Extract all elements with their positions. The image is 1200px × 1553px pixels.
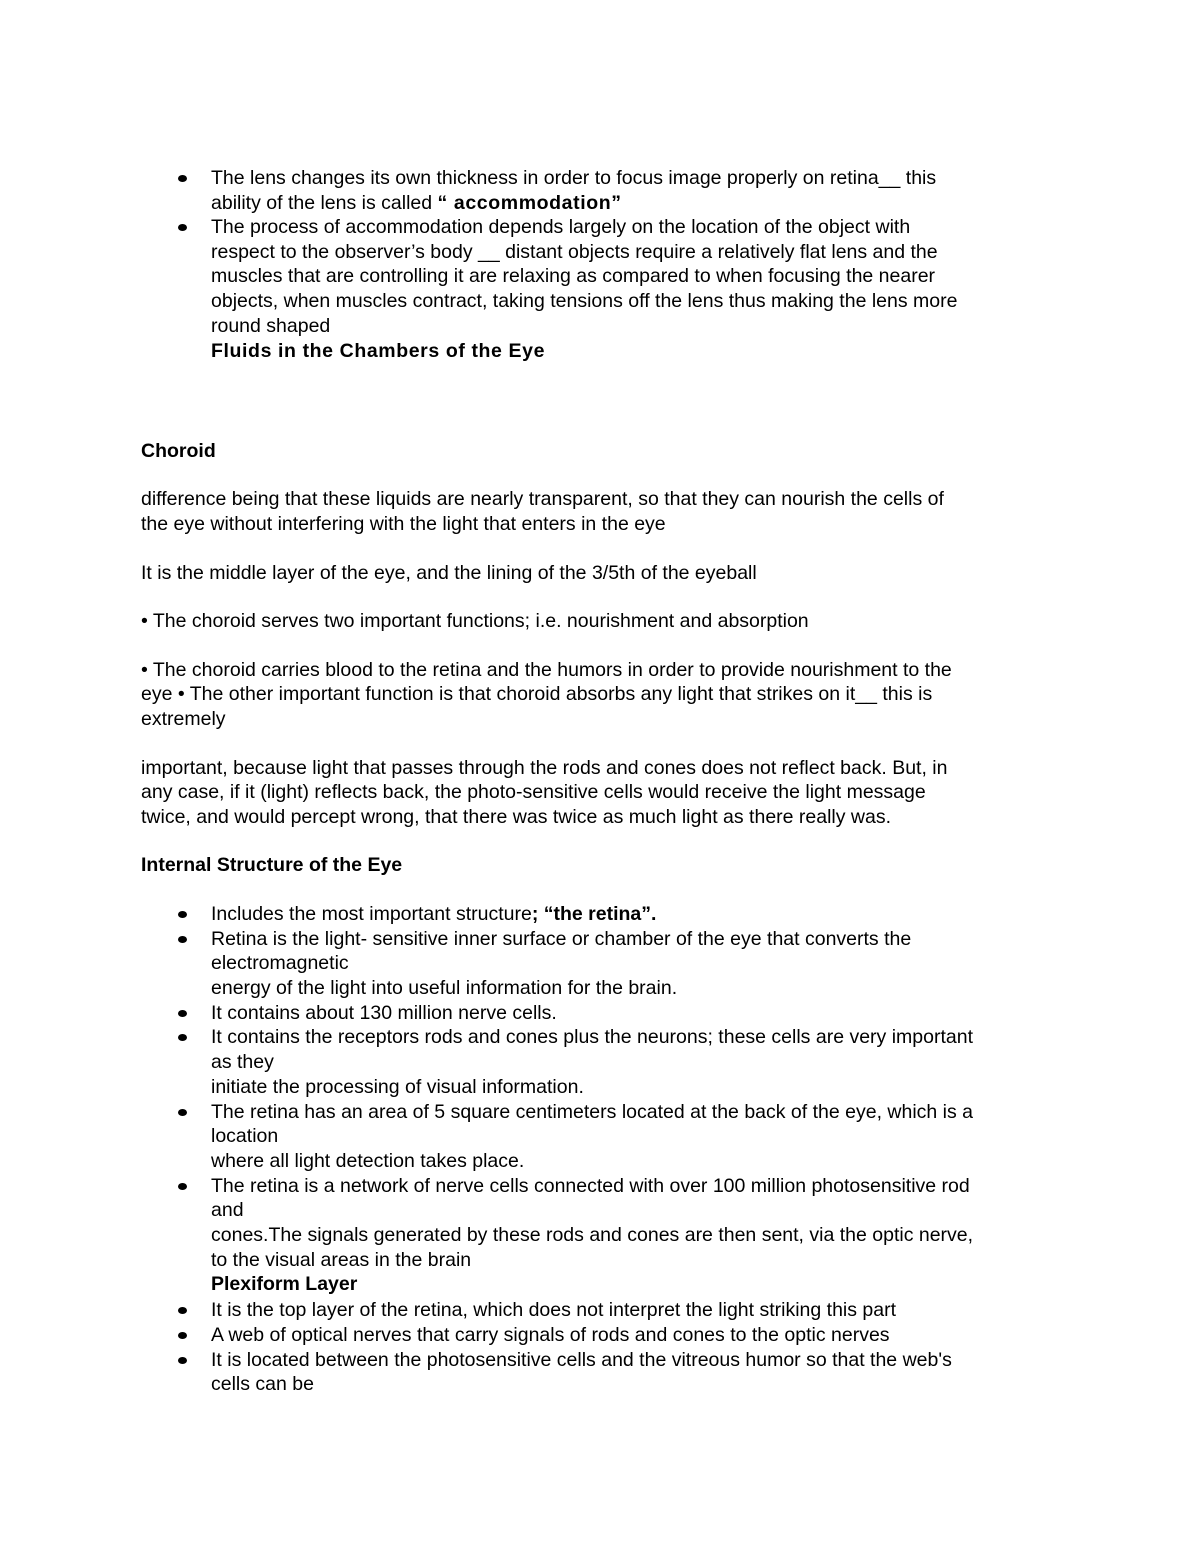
- text-line: A web of optical nerves that carry signals of rods and cones to the optic nerves: [211, 1324, 890, 1346]
- accommodation-term: “ accommodation”: [437, 192, 622, 214]
- bullet-icon: [178, 175, 187, 182]
- text-span: Includes the most important structure: [211, 903, 532, 925]
- subheading-plexiform-layer: Plexiform Layer: [211, 1273, 358, 1295]
- text-line: cells can be: [211, 1373, 314, 1395]
- text-line: to the visual areas in the brain: [211, 1249, 472, 1271]
- retina-term: ; “the retina”.: [531, 903, 657, 925]
- text-line: where all light detection takes place.: [211, 1150, 525, 1172]
- bullet-icon: [178, 936, 187, 943]
- text-line: round shaped: [211, 315, 331, 337]
- text-line: extremely: [141, 708, 226, 730]
- bullet-icon: [178, 1010, 187, 1017]
- text-line: initiate the processing of visual information.: [211, 1076, 584, 1098]
- text-line: Retina is the light- sensitive inner surface or chamber of the eye that converts the: [211, 928, 912, 950]
- text-line: It is the middle layer of the eye, and the lining of the 3/5th of the eyeball: [141, 562, 757, 584]
- heading-internal-structure: Internal Structure of the Eye: [141, 854, 403, 876]
- subheading-fluids: Fluids in the Chambers of the Eye: [211, 340, 546, 362]
- bullet-icon: [178, 224, 187, 231]
- text-line: respect to the observer’s body __ distant objects require a relatively flat lens and the: [211, 241, 938, 263]
- text-line: and: [211, 1199, 244, 1221]
- text-line: • The choroid serves two important functions; i.e. nourishment and absorption: [141, 610, 809, 632]
- text-line: It contains the receptors rods and cones plus the neurons; these cells are very important: [211, 1026, 973, 1048]
- text-line: It is the top layer of the retina, which does not interpret the light striking this part: [211, 1299, 897, 1321]
- text-line: The lens changes its own thickness in order to focus image properly on retina__ this: [211, 167, 937, 189]
- bullet-icon: [178, 1109, 187, 1116]
- text-line: energy of the light into useful information for the brain.: [211, 977, 678, 999]
- text-line: difference being that these liquids are nearly transparent, so that they can nourish the cells of: [141, 488, 944, 510]
- heading-choroid: Choroid: [141, 440, 216, 462]
- bullet-icon: [178, 1307, 187, 1314]
- bullet-icon: [178, 1332, 187, 1339]
- text-line: objects, when muscles contract, taking tensions off the lens thus making the lens more: [211, 290, 958, 312]
- text-line: The process of accommodation depends largely on the location of the object with: [211, 216, 911, 238]
- text-line: twice, and would percept wrong, that there was twice as much light as there really was.: [141, 806, 892, 828]
- bullet-icon: [178, 1034, 187, 1041]
- text-span: ability of the lens is called: [211, 192, 438, 214]
- text-line: important, because light that passes through the rods and cones does not reflect back. But, in: [141, 757, 948, 779]
- bullet-icon: [178, 1183, 187, 1190]
- text-line: [211, 191, 622, 215]
- text-line: cones.The signals generated by these rods and cones are then sent, via the optic nerve,: [211, 1224, 974, 1246]
- text-line: The retina is a network of nerve cells connected with over 100 million photosensitive rod: [211, 1175, 970, 1197]
- text-line: It contains about 130 million nerve cells.: [211, 1002, 557, 1024]
- text-line: any case, if it (light) reflects back, the photo-sensitive cells would receive the light message: [141, 781, 926, 803]
- text-line: It is located between the photosensitive cells and the vitreous humor so that the web's: [211, 1349, 952, 1371]
- text-line: muscles that are controlling it are relaxing as compared to when focusing the nearer: [211, 265, 936, 287]
- text-line: eye • The other important function is that choroid absorbs any light that strikes on it__ this is: [141, 683, 933, 705]
- text-line: [211, 902, 656, 926]
- text-line: • The choroid carries blood to the retina and the humors in order to provide nourishment to the: [141, 659, 952, 681]
- text-line: as they: [211, 1051, 274, 1073]
- text-line: The retina has an area of 5 square centimeters located at the back of the eye, which is a: [211, 1101, 974, 1123]
- bullet-icon: [178, 1357, 187, 1364]
- bullet-icon: [178, 911, 187, 918]
- text-line: electromagnetic: [211, 952, 349, 974]
- text-line: location: [211, 1125, 279, 1147]
- text-line: the eye without interfering with the light that enters in the eye: [141, 513, 666, 535]
